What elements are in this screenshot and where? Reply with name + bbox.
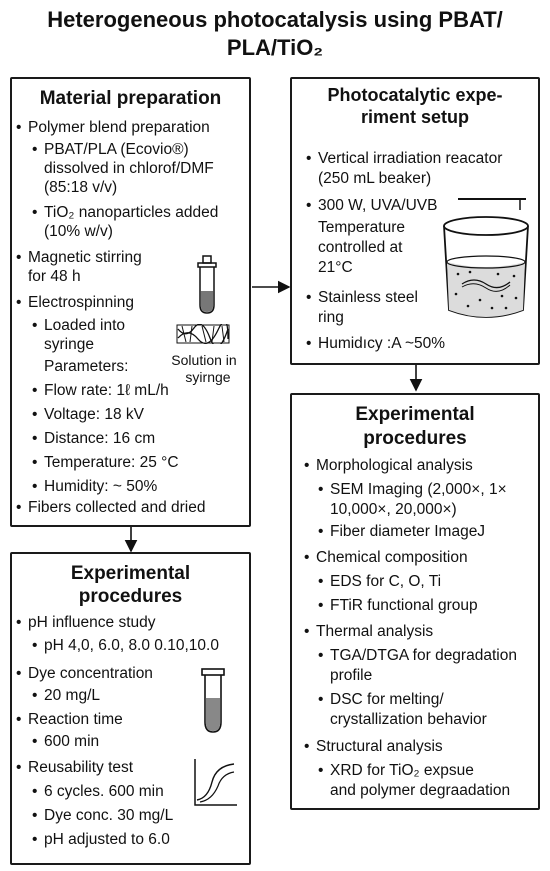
procedures-right-item-2: 10,000×, 20,000×) (330, 501, 457, 518)
material-item-17: • Fibers collected and dried (28, 498, 206, 517)
setup-item-1: (250 mL beaker) (318, 170, 432, 187)
setup-item-8: • Humidıcy :A ~50% (318, 334, 445, 353)
procedures-left-item-1: • pH 4,0, 6.0, 8.0 0.10,10.0 (44, 636, 219, 655)
procedures-left-item-6: • Reusability test (28, 758, 133, 777)
procedures-right-item-14: and polymer degraadation (330, 782, 511, 799)
material-item-6: • Magnetic stirring (28, 248, 142, 267)
fiber-mat-icon (176, 324, 230, 344)
procedures-left-item-0: • pH influence study (28, 613, 156, 632)
test-tube-icon (200, 668, 226, 734)
procedures-left-heading-line-1: Experimental (70, 563, 191, 584)
material-item-7: for 48 h (28, 268, 81, 285)
procedures-left-item-5: • 600 min (44, 732, 99, 751)
material-item-13: • Voltage: 18 kV (44, 405, 144, 424)
procedures-right-item-10: • DSC for melting/ (330, 690, 444, 709)
material-item-8: • Electrospinning (28, 293, 134, 312)
procedures-left-item-4: • Reaction time (28, 710, 123, 729)
procedures-right-item-1: • SEM Imaging (2,000×, 1× (330, 480, 507, 499)
material-item-10: syringe (44, 336, 94, 353)
diagram-title-line-2: PLA/TiO₂ (226, 35, 324, 60)
setup-item-0: • Vertical irradiation reacator (318, 149, 502, 168)
beaker-icon (440, 214, 532, 326)
procedures-right-item-12: • Structural analysis (316, 737, 443, 756)
setup-item-3: Temperature (318, 219, 406, 236)
setup-item-7: ring (318, 309, 344, 326)
procedures-right-heading (292, 403, 538, 451)
material-item-16: • Humidity: ~ 50% (44, 477, 157, 496)
uv-lamp-icon (456, 196, 528, 212)
photocatalytic-setup-heading-line-2: riment setup (360, 107, 470, 127)
setup-item-6: • Stainless steel (318, 288, 418, 307)
material-item-12: • Flow rate: 1ℓ mL/h (44, 381, 169, 400)
procedures-right-item-7: • Thermal analysis (316, 622, 433, 641)
procedures-right-item-3: • Fiber diameter ImageJ (330, 522, 485, 541)
material-item-15: • Temperature: 25 °C (44, 453, 179, 472)
procedures-right-item-8: • TGA/DTGA for degradation (330, 646, 517, 665)
procedures-left-heading-line-2: procedures (78, 586, 183, 607)
procedures-right-item-9: profile (330, 667, 373, 684)
procedures-left-heading (12, 562, 249, 608)
procedures-left-item-3: • 20 mg/L (44, 686, 100, 705)
procedures-right-item-6: • FTiR functional group (330, 596, 478, 615)
procedures-right-item-13: • XRD for TiO₂ expsue (330, 761, 474, 780)
setup-item-5: 21°C (318, 259, 353, 276)
material-item-0: • Polymer blend preparation (28, 118, 210, 137)
material-item-14: • Distance: 16 cm (44, 429, 155, 448)
material-item-1: • PBAT/PLA (Ecovio®) (44, 140, 189, 159)
material-item-5: (10% w/v) (44, 223, 113, 240)
material-item-3: (85:18 v/v) (44, 179, 118, 196)
procedures-right-heading-line-1: Experimental (355, 404, 475, 425)
material-item-2: dissolved in chlorof/DMF (44, 160, 214, 177)
syringe-caption (170, 352, 238, 386)
procedures-right-item-4: • Chemical composition (316, 548, 468, 567)
procedures-right-item-0: • Morphological analysis (316, 456, 473, 475)
procedures-right-heading-line-2: procedures (363, 428, 467, 449)
syringe-caption-line-2: syirnge (185, 369, 231, 385)
procedures-left-item-7: • 6 cycles. 600 min (44, 782, 164, 801)
syringe-icon (194, 255, 220, 317)
photocatalytic-setup-heading (292, 84, 538, 128)
setup-item-4: controlled at (318, 239, 403, 256)
photocatalytic-setup-heading-line-1: Photocatalytic expe- (327, 85, 503, 105)
procedures-right-item-11: crystallization behavior (330, 711, 487, 728)
material-preparation-heading: Material preparation (39, 88, 222, 109)
syringe-caption-line-1: Solution in (171, 352, 237, 368)
material-item-9: • Loaded into (44, 316, 125, 335)
procedures-left-item-9: • pH adjusted to 6.0 (44, 830, 170, 849)
curve-graph-icon (192, 758, 238, 808)
diagram-title-line-1: Heterogeneous photocatalysis using PBAT/ (47, 7, 503, 32)
procedures-right-item-5: • EDS for C, O, Ti (330, 572, 441, 591)
setup-item-2: • 300 W, UVA/UVB (318, 196, 437, 215)
procedures-left-item-8: • Dye conc. 30 mg/L (44, 806, 173, 825)
material-item-4: • TiO₂ nanoparticles added (44, 203, 218, 222)
material-item-11: Parameters: (44, 358, 129, 375)
procedures-left-item-2: • Dye concentration (28, 664, 153, 683)
